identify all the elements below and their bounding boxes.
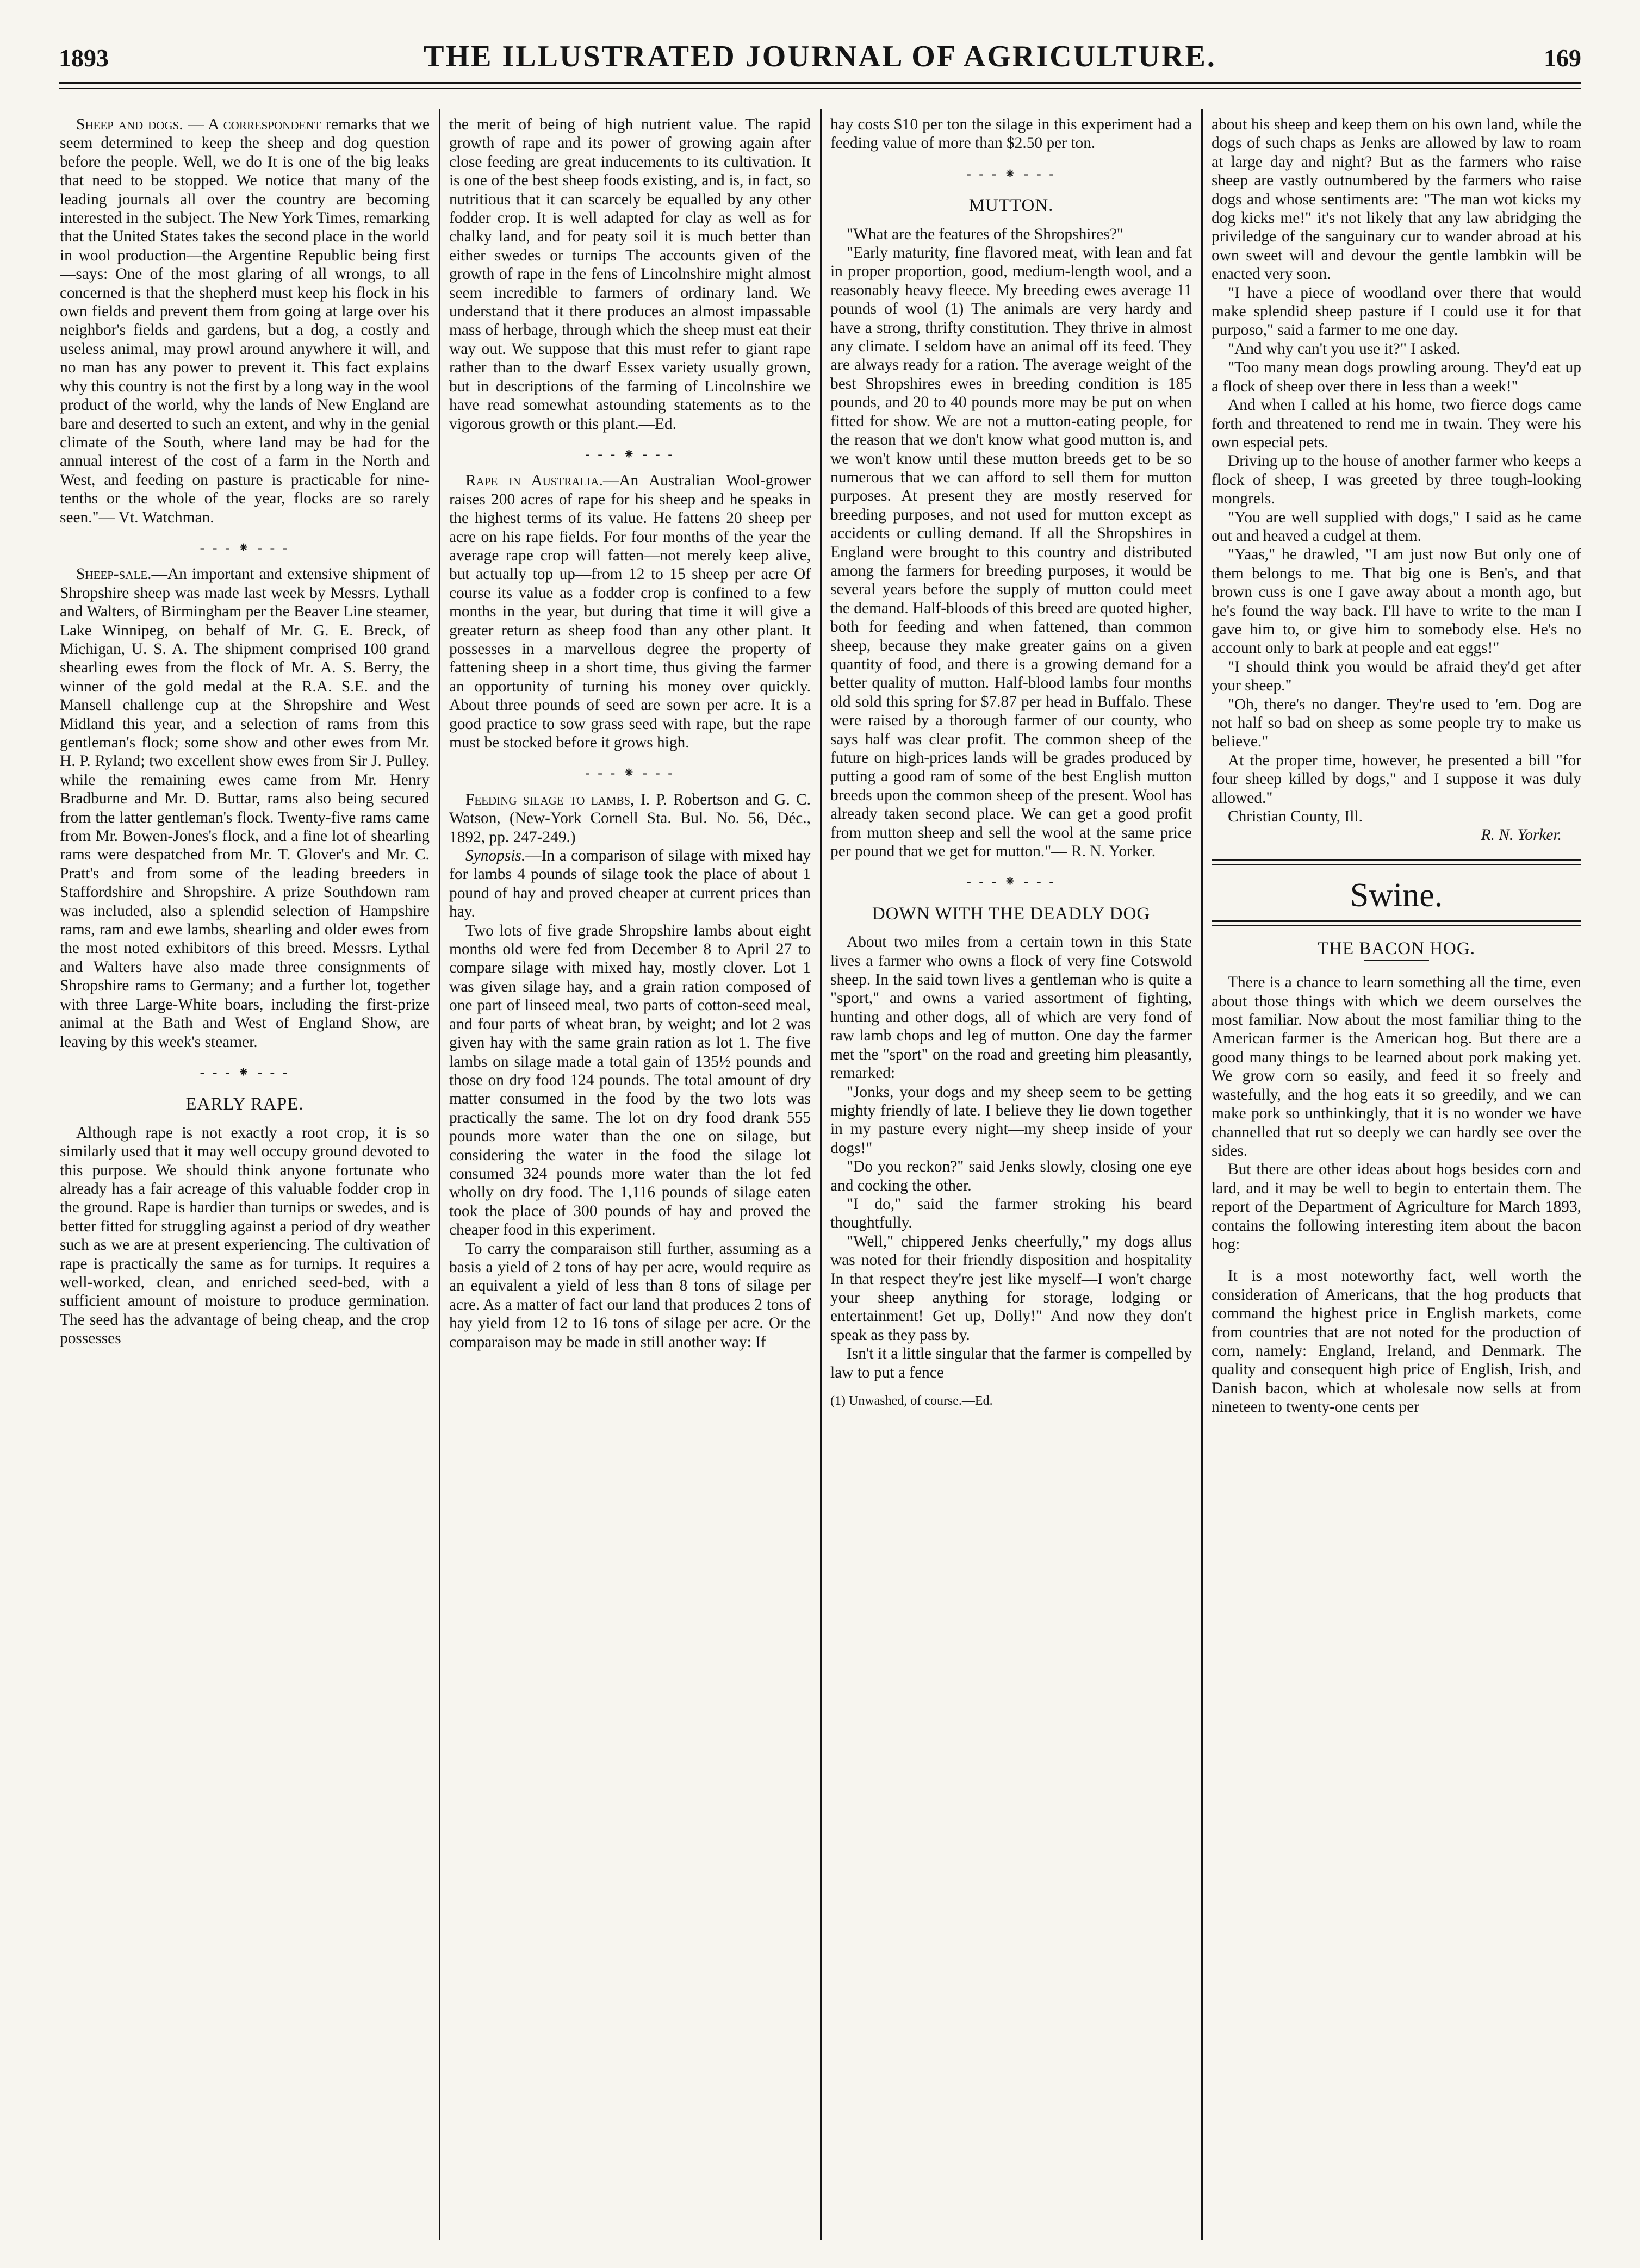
bacon-hog-paragraph: There is a chance to learn something all the time, even about those things with which we deem ourselves the most familiar. Now about the most familiar thing to the American farmer is the American hog. But there are a good many things to be learned about pork making yet. We grow corn so easily, and feed it so freely and wastefully, and the hog eats it so greedily, and we can make pork so unthinkingly, that it is no wonder we have channelled that rut so deeply we can hardly see over the sides.: [1212, 974, 1581, 1160]
signature: R. N. Yorker.: [1481, 826, 1562, 844]
column-2: [449, 115, 811, 2235]
synopsis-text: —In a comparison of silage with mixed hay for lambs 4 pounds of silage took the place of about 1 pound of hay and proved cheaper at current prices than hay.: [449, 847, 811, 921]
deadly-dog-paragraph: "Jonks, your dogs and my sheep seem to be getting mighty friendly of late. I believe they lie down together in my pasture every night—my sheep inside of your dogs!": [830, 1083, 1192, 1157]
section-double-rule: [1212, 920, 1581, 926]
deadly-dog-paragraph: "I have a piece of woodland over there that would make splendid sheep pasture if I could use it for that purposo," said a farmer to me one day.: [1212, 284, 1581, 339]
journal-title: THE ILLUSTRATED JOURNAL OF AGRICULTURE.: [424, 40, 1216, 73]
deadly-dog-heading: DOWN WITH THE DEADLY DOG: [872, 904, 1151, 924]
rape-in-australia-article: [449, 471, 811, 752]
bacon-hog-paragraph: It is a most noteworthy fact, well worth the consideration of Americans, that the hog products that command the highest price in English markets, come from countries that are not noted for the production of corn, namely: England, Ireland, and Denmark. The quality and consequent high price of English, Irish, and Danish bacon, which at wholesale now sells at from nineteen to twenty-one cents per: [1212, 1267, 1581, 1416]
deadly-dog-paragraph: About two miles from a certain town in this State lives a farmer who owns a flock of very fine Cotswold sheep. In the said town lives a gentleman who is quite a "sport," and owns a varied assortment of fighting, hunting and other dogs, all of which are very fond of raw lamb chops and leg of mutton. One day the farmer met the "sport" on the road and greeting him pleasantly, remarked:: [830, 933, 1192, 1082]
deadly-dog-paragraph: "You are well supplied with dogs," I said as he came out and heaved a cudgel at them.: [1212, 508, 1581, 545]
synopsis-label: Synopsis.: [465, 847, 526, 865]
running-head: [59, 39, 1581, 73]
sheep-sale-article: [60, 565, 430, 1051]
section-double-rule: [1212, 859, 1581, 865]
sheep-and-dogs-text: remarks that we seem determined to keep the sheep and dog question before the people. Well, we do It is one of the big leaks that need to be stopped. We notice that many of the leading journals all over the country are becoming interested in the subject. The New York Times, remarking that the United States takes the second place in the world in wool production—the Argentine Republic being first—says: One of the most glaring of all wrongs, to all concerned is that the shepherd must keep his flock in his own fields and prevent them from going at large over his neighbor's fields and gardens, but a dog, a costly and useless animal, may prowl around anywhere it will, and no man has any power to prevent it. This fact explains why this country is not the first by a long way in the wool product of the world, why the lands of New England are bare and deserted to such an extent, and why in the genial climate of the South, where land may be had for the annual interest of the cost of a farm in the North and West, and feeding on pasture is practicable for nine-tenths or the whole of the year, flocks are so rarely seen."— Vt. Watchman.: [60, 116, 430, 526]
deadly-dog-continued: about his sheep and keep them on his own land, while the dogs of such chaps as Jenks are allowed by law to roam at large day and night? But as the farmers who raise sheep are vastly outnumbered by the farmers who raise dogs and whose sentiments are: "The man wot kicks my dog kicks me!" it's not likely that any law abridging the priviledge of the sanguinary cur to wander abroad at his own sweet will and devour the gentle lambkin will be enacted very soon.: [1212, 116, 1581, 283]
header-rule-thin: [59, 88, 1581, 89]
section-ornament: - - - ⁕ - - -: [966, 165, 1056, 182]
silage-continued: hay costs $10 per ton the silage in this experiment had a feeding value of more than $2.50 per ton.: [830, 116, 1192, 152]
bacon-hog-heading: THE BACON HOG.: [1318, 938, 1475, 958]
silage-paragraph-2: To carry the comparaison still further, assuming as a basis a yield of 2 tons of hay per acre, would require as an equivalent a yield of less than 8 tons of silage per acre. As a matter of fact our land that produces 2 tons of hay yield from 12 to 16 tons of silage per acre. Or the comparaison may be made in still another way: If: [449, 1239, 811, 1351]
feeding-silage-citation: [449, 790, 811, 846]
feeding-silage-runin: Feeding silage to lambs,: [465, 790, 635, 808]
sheep-and-dogs-article: [60, 115, 430, 527]
silage-paragraph-1: Two lots of five grade Shropshire lambs about eight months old were fed from December 8 to April 27 to compare silage with mixed hay, mostly clover. Lot 1 was given silage hay, and a grain ration composed of one part of linseed meal, two parts of cotton-seed meal, and four parts of wheat bran, by weight; and lot 2 was given hay with the same grain ration as lot 1. The five lambs on silage made a total gain of 135½ pounds and those on dry food 124 pounds. The total amount of dry matter consumed in the food by the two lots was practically the same. The lot on dry food drank 555 pounds more water than the one on silage, but considering the water in the food the silage lot consumed 324 pounds more water than the lot fed wholly on dry food. The 1,116 pounds of silage eaten took the place of 300 pounds of hay and proved the cheaper food in this experiment.: [449, 921, 811, 1239]
section-ornament: - - - ⁕ - - -: [585, 446, 675, 462]
page-year: 1893: [59, 44, 109, 72]
header-rule-thick: [59, 82, 1581, 84]
deadly-dog-paragraph: "I do," said the farmer stroking his beard thoughtfully.: [830, 1195, 1192, 1232]
deadly-dog-paragraph: "Yaas," he drawled, "I am just now But only one of them belongs to me. That big one is Ben's, and that brown cuss is one I gave away about a month ago, but he's found the way back. I'll have to write to the man I gave him to, or give him to somebody else. He's no account only to bark at people and eat eggs!": [1212, 546, 1581, 657]
deadly-dog-paragraph: "I should think you would be afraid they'd get after your sheep.": [1212, 658, 1581, 695]
deadly-dog-paragraph: And when I called at his home, two fierce dogs came forth and threatened to rend me in twain. They were his own especial pets.: [1212, 396, 1581, 451]
column-3: [830, 115, 1192, 2235]
column-rule-3: [1201, 109, 1203, 2240]
feeding-silage-ref: I. P. Robertson and G. C. Watson, (New-York Cornell Sta. Bul. No. 56, Déc., 1892, pp. 247-249.): [449, 790, 811, 846]
section-ornament: - - - ⁕ - - -: [200, 539, 290, 556]
heading-short-rule: [1364, 960, 1429, 961]
section-ornament: - - - ⁕ - - -: [966, 874, 1056, 890]
rape-in-australia-text: —An Australian Wool-grower raises 200 acres of rape for his sheep and he speaks in the highest terms of its value. He fattens 20 sheep per acre on his rape fields. For four months of the year the average rape crop will fatten—not merely keep alive, but actually top up—from 12 to 15 sheep per acre Of course its value as a fodder crop is confined to a few months in the year, but during that time it will give a greater return as sheep food than any other plant. It possesses in a marvellous degree the property of fattening sheep in a short time, thus giving the farmer an opportunity of turning his money over quickly. About three pounds of seed are sown per acre. It is a good practice to sow grass seed with rape, but the rape must be stocked before it grows high.: [449, 472, 811, 751]
sheep-sale-text: —An important and extensive shipment of Shropshire sheep was made last week by Messrs. Lythall and Walters, of Birmingham per the Beaver Line steamer, Lake Winnipeg, on behalf of Mr. G. E. Breck, of Michigan, U. S. A. The shipment comprised 100 grand shearling ewes from the flock of Mr. A. S. Berry, the winner of the gold medal at the R.A. S.E. and the Mansell challenge cup at the Shropshire and West Midland this year, and a selection of rams from this gentleman's flock; some show and other ewes from Mr. H. P. Ryland; two excellent show ewes from Sir J. Pulley. while the remaining ewes came from Mr. Henry Bradburne and Mr. D. Buttar, rams also being secured from the latter gentleman's flock. Twenty-five rams came from Mr. Bowen-Jones's flock, and a fine lot of shearling rams were despatched from Mr. T. Glover's and Mr. C. Pratt's and from some of the leading breeders in Staffordshire and Shropshire. A prize Southdown ram was included, also a splendid selection of Hampshire rams, ram and ewe lambs, shearling and older ewes from the most noted exhibitors of this breed. Messrs. Lythal and Walters have also made three consignments of Shropshire rams to Germany; and a further lot, together with three Large-White boars, including the first-prize animal at the Bath and West of England Show, are leaving by this week's steamer.: [60, 565, 430, 1051]
section-ornament: - - - ⁕ - - -: [200, 1064, 290, 1080]
sheep-sale-runin: Sheep-sale.: [76, 565, 152, 583]
section-ornament: - - - ⁕ - - -: [585, 765, 675, 781]
column-1: [60, 115, 430, 2235]
mutton-question: "What are the features of the Shropshires?": [847, 225, 1123, 243]
deadly-dog-paragraph: Isn't it a little singular that the farmer is compelled by law to put a fence: [830, 1345, 1192, 1381]
page-number: 169: [1544, 44, 1581, 72]
place-line: Christian County, Ill.: [1228, 808, 1363, 826]
rape-in-australia-runin: Rape in Australia.: [465, 472, 603, 490]
early-rape-text: Although rape is not exactly a root crop, it is so similarly used that it may well occupy ground devoted to this purpose. We should think anyone fortunate who already has a fair acreage of this valuable fodder crop in the ground. Rape is hardier than turnips or swedes, and is better fitted for struggling against a period of dry weather such as we are at present experiencing. The cultivation of rape is practically the same as for turnips. It requires a well-worked, clean, and enriched seed-bed, with a sufficient amount of moisture to produce germination. The seed has the advantage of being cheap, and the crop possesses: [60, 1124, 430, 1348]
early-rape-heading: EARLY RAPE.: [185, 1094, 304, 1114]
deadly-dog-paragraph: "And why can't you use it?" I asked.: [1228, 340, 1461, 358]
early-rape-continued: the merit of being of high nutrient value. The rapid growth of rape and its power of growing again after close feeding are great inducements to its cultivation. It is one of the best sheep foods existing, and is, in fact, so nutritious that it can scarcely be equalled by any other fodder crop. It is well adapted for clay as well as for chalky land, and for peaty soil it is much better than either swedes or turnips The accounts given of the growth of rape in the fens of Lincolnshire might almost seem incredible to farmers of ordinary land. We understand that it there produces an almost impassable mass of herbage, through which the sheep must eat their way out. We suppose that this must refer to giant rape rather than to the dwarf Essex variety usually grown, but in descriptions of the farming of Lincolnshire we have read somewhat astounding statements as to the vigorous growth or this plant.—Ed.: [449, 116, 811, 433]
deadly-dog-paragraph: "Do you reckon?" said Jenks slowly, closing one eye and cocking the other.: [830, 1158, 1192, 1194]
column-4: [1212, 115, 1581, 2235]
swine-section-heading: Swine.: [1350, 876, 1443, 914]
deadly-dog-paragraph: At the proper time, however, he presented a bill "for four sheep killed by dogs," and I suppose it was duly allowed.": [1212, 751, 1581, 807]
sheep-and-dogs-runin: Sheep and dogs. — A correspondent: [76, 116, 321, 133]
mutton-heading: MUTTON.: [968, 196, 1054, 216]
mutton-text: "Early maturity, fine flavored meat, with lean and fat in proper proportion, good, medium-length wool, and a reasonably heavy fleece. My breeding ewes average 11 pounds of wool (1) The animals are very hardy and have a strong, thrifty constitution. They thrive in almost any climate. I seldom have an animal off its feed. They are always ready for a ration. The average weight of the best Shropshires ewes in breeding condition is 185 pounds, and 20 to 40 pounds more may be put on when fitted for show. We are not a mutton-eating people, for the reason that we don't know what good mutton is, and we won't know until these mutton breeds get to be so numerous that we can afford to sell them for mutton purposes. At present they are mostly reserved for breeding purposes, and not used for mutton except as accidents or culling demand. If all the Shropshires in England were brought to this country and distributed among the farmers for breeding purposes, it would be several years before the supply of mutton could meet the demand. Half-bloods of this breed are quoted higher, both for feeding and when fattened, than common sheep, because they make greater gains on a given quantity of food, and there is a growing demand for a better quality of mutton. Half-blood lambs four months old sold this spring for $7.87 per head in Buffalo. These were raised by a thorough farmer of our county, who says half was clear profit. The common sheep of the future on high-prices lands will be grades produced by putting a good ram of some of the best English mutton breeds upon the common sheep of the present. Wool has already taken second place. We can get a good profit from mutton sheep and sell the wool at the same price per pound that we get for mutton."— R. N. Yorker.: [830, 244, 1192, 861]
deadly-dog-paragraph: "Well," chippered Jenks cheerfully," my dogs allus was noted for their friendly disposition and hospitality In that respect they're jest like myself—I won't charge your sheep anything for storage, lodging or entertainment! Get up, Dolly!" And now they don't speak as they pass by.: [830, 1232, 1192, 1344]
footnote: (1) Unwashed, of course.—Ed.: [830, 1394, 993, 1408]
column-rule-2: [820, 109, 822, 2240]
synopsis: [449, 846, 811, 921]
deadly-dog-paragraph: Driving up to the house of another farmer who keeps a flock of sheep, I was greeted by three tough-looking mongrels.: [1212, 452, 1581, 508]
column-rule-1: [439, 109, 440, 2240]
bacon-hog-paragraph: But there are other ideas about hogs besides corn and lard, and it may be well to begin to entertain them. The report of the Department of Agriculture for March 1893, contains the following interesting item about the bacon hog:: [1212, 1161, 1581, 1253]
deadly-dog-paragraph: "Too many mean dogs prowling aroung. They'd eat up a flock of sheep over there in less than a week!": [1212, 359, 1581, 395]
deadly-dog-paragraph: "Oh, there's no danger. They're used to 'em. Dog are not half so bad on sheep as some people try to make us believe.": [1212, 695, 1581, 751]
